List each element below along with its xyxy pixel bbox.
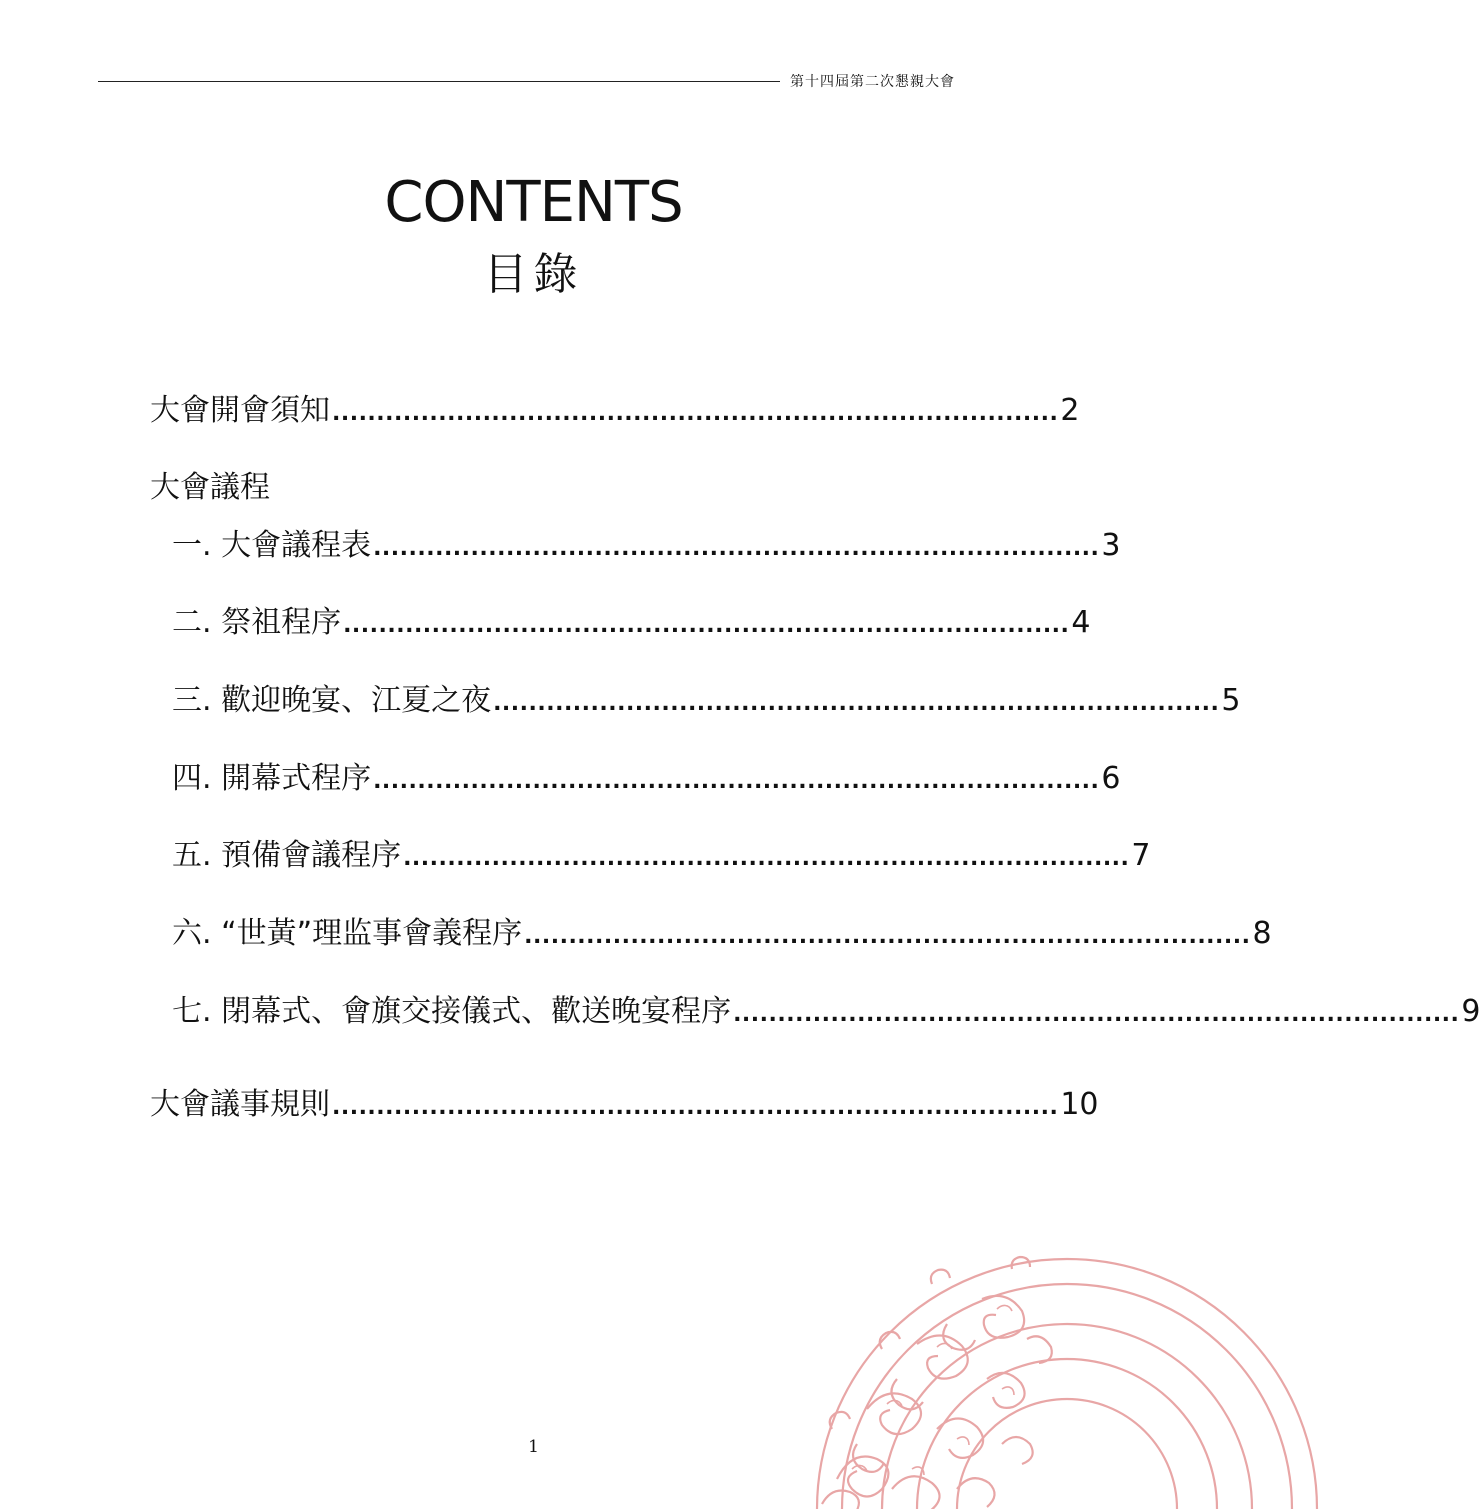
- page-number: 1: [528, 1437, 539, 1457]
- toc-item-preparatory-meeting[interactable]: [172, 830, 1151, 874]
- toc-dot-leader: ..................................................................................: [524, 924, 1251, 949]
- toc-entry-label: 大會開會須知: [150, 393, 330, 428]
- toc-item-ancestor-ceremony[interactable]: [172, 597, 1091, 641]
- toc-entry-label: 六. “世黃”理监事會義程序: [172, 916, 523, 951]
- toc-page-number: 4: [1071, 605, 1091, 640]
- toc-dot-leader: ..................................................................................: [343, 613, 1070, 638]
- toc-entry-label: 二. 祭祖程序: [172, 605, 342, 640]
- toc-item-board-meeting[interactable]: [172, 908, 1272, 952]
- toc-entry-label: 大會議事規則: [150, 1087, 330, 1122]
- toc-page-number: 7: [1131, 838, 1151, 873]
- toc-page-number: 10: [1060, 1087, 1099, 1122]
- toc-dot-leader: ..................................................................................: [493, 691, 1220, 716]
- toc-entry-meeting-notice[interactable]: [150, 385, 1080, 429]
- toc-page-number: 9: [1461, 994, 1480, 1029]
- toc-page-number: 5: [1221, 683, 1241, 718]
- toc-entry-label: 七. 閉幕式、會旗交接儀式、歡送晚宴程序: [172, 994, 732, 1029]
- toc-item-closing-ceremony[interactable]: [172, 986, 1480, 1030]
- toc-item-welcome-dinner[interactable]: [172, 675, 1241, 719]
- toc-page-number: 2: [1060, 393, 1080, 428]
- toc-page-number: 3: [1101, 528, 1121, 563]
- contents-title-english: CONTENTS: [384, 170, 683, 235]
- running-header-title: 第十四屆第二次懇親大會: [790, 74, 955, 90]
- toc-dot-leader: ..................................................................................: [733, 1002, 1460, 1027]
- toc-entry-label: 四. 開幕式程序: [172, 761, 372, 796]
- toc-page-number: 8: [1252, 916, 1272, 951]
- toc-entry-label: 一. 大會議程表: [172, 528, 372, 563]
- toc-item-opening-ceremony[interactable]: [172, 753, 1121, 797]
- toc-item-agenda-table[interactable]: [172, 520, 1121, 564]
- floral-ornament-decoration: [797, 1229, 1067, 1509]
- header-rule: [98, 81, 780, 82]
- toc-entry-label: 五. 預備會議程序: [172, 838, 402, 873]
- toc-section-agenda: 大會議程: [150, 470, 270, 505]
- toc-entry-label: 三. 歡迎晚宴、江夏之夜: [172, 683, 492, 718]
- toc-entry-meeting-rules[interactable]: [150, 1079, 1099, 1123]
- toc-dot-leader: ..................................................................................: [332, 401, 1059, 426]
- toc-dot-leader: ..................................................................................: [332, 1095, 1059, 1120]
- toc-dot-leader: ..................................................................................: [373, 536, 1100, 561]
- toc-dot-leader: ..................................................................................: [403, 846, 1130, 871]
- toc-page-number: 6: [1101, 761, 1121, 796]
- toc-dot-leader: ..................................................................................: [373, 769, 1100, 794]
- contents-title-chinese: 目錄: [483, 249, 584, 300]
